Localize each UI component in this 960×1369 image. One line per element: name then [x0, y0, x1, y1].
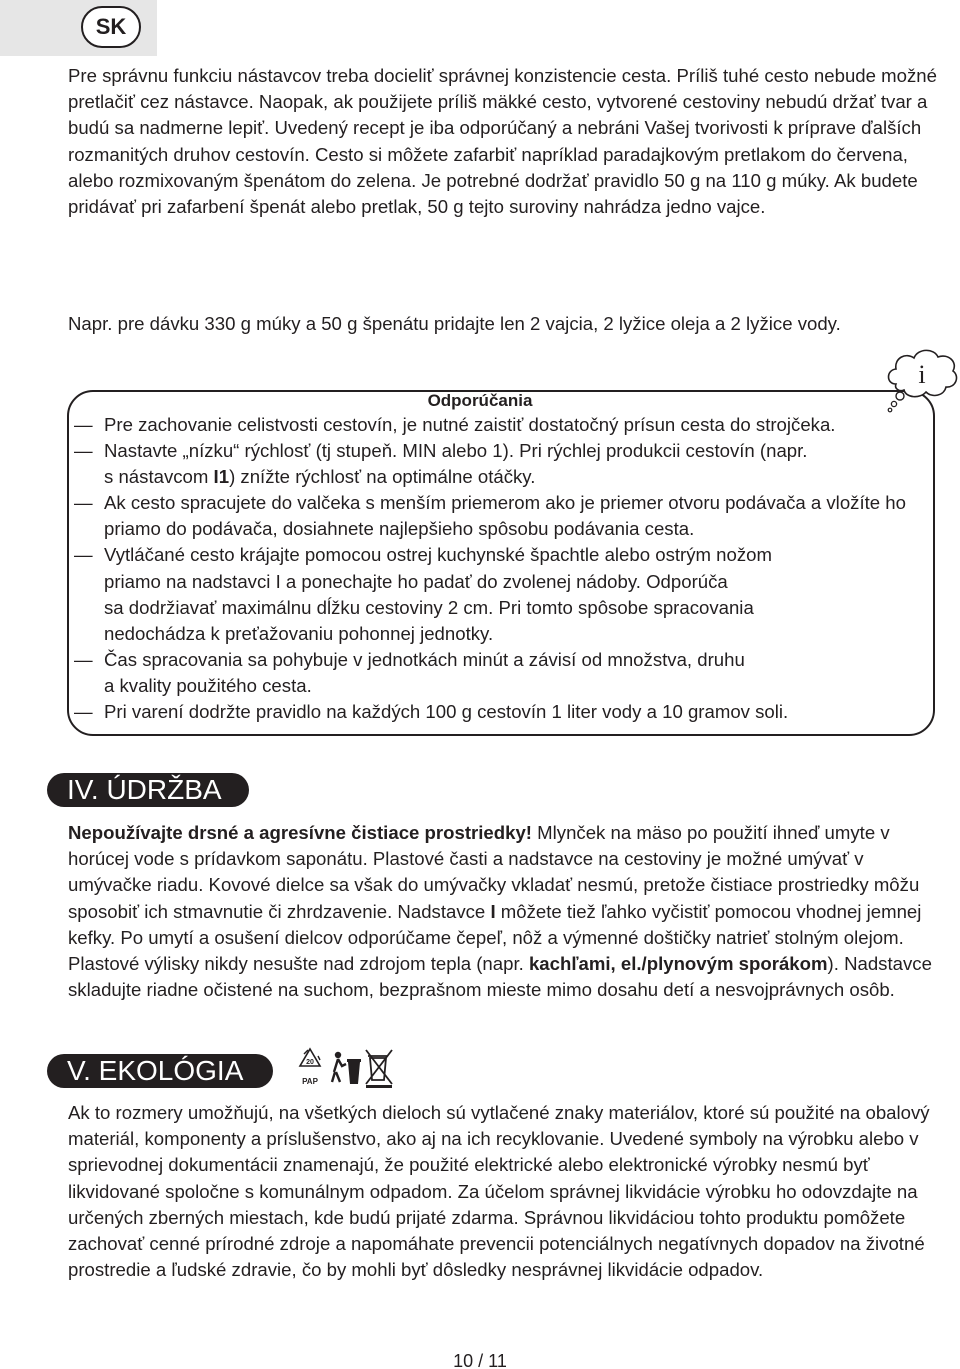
body-text: Mlynček na mäso po použití ihneď umyte v horúcej vode s prídavkom saponátu. Plastové časti a nadstavce na cestoviny je možné umývať v umývačke riadu. Kovové dielce sa však do umývačky vkladať nesmú, pretože čistiace prostriedky môžu sposobiť ich stmavnutie či zhrdzavenie. Nadstavce	[68, 822, 920, 922]
recommendations-list	[74, 412, 934, 725]
heat-source-text: kachľami, el./plynovým sporákom	[528, 953, 828, 975]
tip-text: Ak cesto spracujete do valčeka s menším priemerom ako je priemer otvoru podávača a vložíte ho priamo do podávača, dosiahnete najlepšieho spôsobu podávania cesta.	[104, 492, 906, 540]
attachment-code: I1	[213, 466, 230, 488]
list-dash: —	[74, 544, 93, 566]
tip-text: Vytláčané cesto krájajte pomocou ostrej kuchynské špachtle alebo ostrým nožom	[104, 544, 772, 566]
list-item	[74, 647, 934, 699]
tidyman-icon	[332, 1052, 361, 1084]
tip-text: Nastavte „nízku“ rýchlosť (tj stupeň. MIN alebo 1). Pri rýchlej produkcii cestovín (napr.	[104, 440, 808, 462]
recycle-number: 20	[306, 1059, 314, 1066]
tip-text: Čas spracovania sa pohybuje v jednotkách minút a závisí od množstva, druhu	[104, 648, 745, 670]
tip-text: nedochádza k preťažovaniu pohonnej jednotky.	[104, 622, 494, 644]
example-paragraph: Napr. pre dávku 330 g múky a 50 g špenátu pridajte len 2 vajcia, 2 lyžice oleja a 2 lyžice vody.	[68, 313, 841, 334]
list-dash: —	[74, 414, 93, 435]
intro-paragraph: Pre správnu funkciu nástavcov treba docieliť správnej konzistencie cesta. Príliš tuhé cesto nebude možné pretlačiť cez nástavce. Naopak, ak použijete príliš mäkké cesto, vytvorené cestoviny nebudú držať tvar a budú sa nadmerne lepiť. Uvedený recept je iba odporúčaný a nebráni Vašej tvorivosti k príprave ďalších rozmanitých druhov cestovín. Cesto si môžete zafarbiť napríklad paradajkovým pretlakom do červena, alebo rozmixovaným špenátom do zelena. Je potrebné dodržať pravidlo 50 g na 110 g múky. Ak budete pridávať pri zafarbení špenát alebo pretlak, 50 g tejto suroviny nahrádza jedno vajce.	[68, 65, 937, 218]
recommendations-title: Odporúčania	[427, 391, 533, 410]
recycling-pap-icon	[300, 1049, 320, 1086]
tip-text: priamo na nadstavci I a ponechajte ho padať do zvolenej nádoby. Odporúča	[104, 570, 728, 592]
tip-text: sa dodržiavať maximálnu dĺžku cestoviny 2 cm. Pri tomto spôsobe spracovania	[104, 596, 754, 618]
ecology-paragraph: Ak to rozmery umožňujú, na všetkých dieloch sú vytlačené znaky materiálov, ktoré sú použité na obalový materiál, komponenty a príslušenstvo, ako aj na ich recyklovanie. Uvedené symboly na výrobku alebo v sprievodnej dokumentácii znamenajú, že použité elektrické alebo elektronické výrobky nesmú byť likvidované spoločne s komunálnym odpadom. Za účelom správnej likvidácie výrobku ho odovzdajte na určených zberných miestach, kde budú prijaté zdarma. Správnou likvidáciou tohto produktu pomôžete zachovať cenné prírodné zdroje a napomáhate prevencii potenciálnych negatívnych dopadov na životné prostredie a ľudské zdravie, čo by mohli byť dôsledky nesprávnej likvidácie odpadov.	[68, 1102, 930, 1281]
list-dash: —	[74, 492, 93, 514]
attachment-code: I	[490, 900, 496, 922]
ecology-heading: V. EKOLÓGIA	[47, 1054, 273, 1088]
warning-text: Nepoužívajte drsné a agresívne čistiace prostriedky!	[68, 822, 532, 843]
list-dash: —	[74, 648, 93, 670]
list-item	[74, 490, 934, 542]
list-item	[74, 699, 934, 725]
list-item	[74, 412, 934, 438]
body-text: ). Nadstavce skladujte riadne očistené na suchom, bezprašnom mieste mimo dosahu detí a nesvojprávnych osôb.	[68, 953, 932, 1001]
maintenance-heading: IV. ÚDRŽBA	[47, 773, 249, 807]
maintenance-paragraph	[68, 820, 940, 1003]
list-dash: —	[74, 701, 93, 723]
tip-text: ) znížte rýchlosť na optimálne otáčky.	[229, 466, 536, 488]
list-item	[74, 542, 934, 646]
language-badge: SK	[81, 6, 141, 48]
tip-text: Pre zachovanie celistvosti cestovín, je nutné zaistiť dostatočný prísun cesta do strojčeka.	[104, 414, 836, 435]
tip-text: Pri varení dodržte pravidlo na každých 100 g cestovín 1 liter vody a 10 gramov soli.	[104, 701, 789, 723]
list-dash: —	[74, 440, 93, 462]
body-text: môžete tiež ľahko vyčistiť pomocou vhodnej jemnej kefky. Po umytí a osušení dielcov odporúčame čepeľ, nôž a výmenné doštičky natrieť stolným olejom. Plastové výlisky nikdy nesušte nad zdrojom tepla (napr.	[68, 900, 922, 975]
language-tab	[0, 0, 157, 56]
tip-text: a kvality použitého cesta.	[104, 674, 312, 696]
crossed-bin-icon	[366, 1050, 392, 1088]
tip-text: s nástavcom	[104, 466, 214, 488]
page-number: 10 / 11	[453, 1351, 507, 1369]
info-letter: i	[918, 360, 926, 389]
ecology-icons	[296, 1046, 396, 1090]
recycle-code: PAP	[302, 1077, 318, 1086]
list-item	[74, 438, 934, 490]
